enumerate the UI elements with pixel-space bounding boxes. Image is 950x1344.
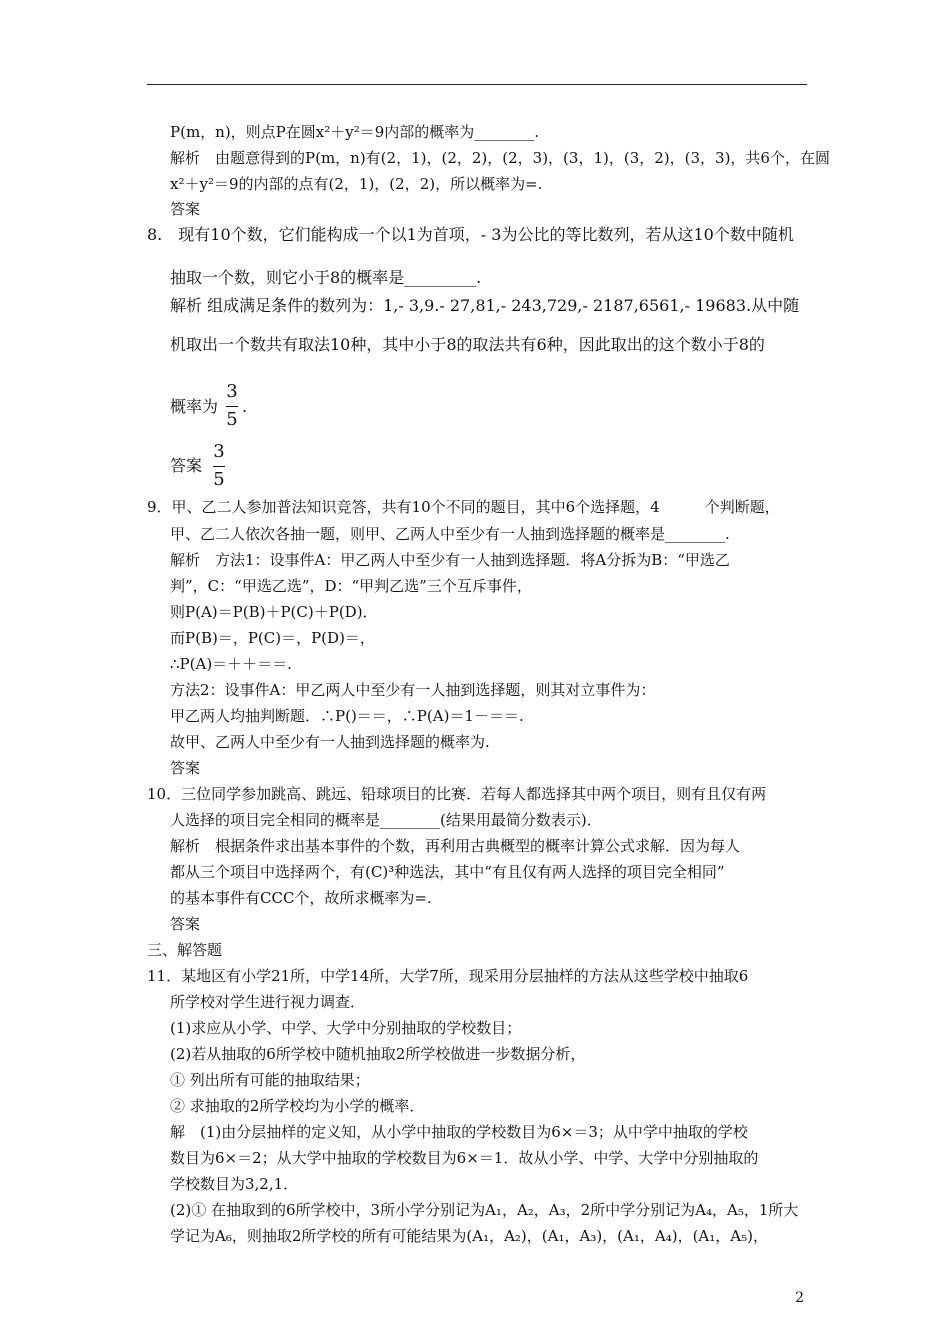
text-line: 答案 (170, 759, 201, 777)
text-line: ① 列出所有可能的抽取结果； (170, 1071, 370, 1089)
answer-label: 答案 (170, 456, 203, 475)
text-line: 机取出一个数共有取法10种，其中小于8的取法共有6种，因此取出的这个数小于8的 (170, 335, 765, 354)
text-line: P(m，n)，则点P在圆x²＋y²＝9内部的概率为________. (170, 123, 540, 141)
text-line: ② 求抽取的2所学校均为小学的概率． (170, 1097, 425, 1115)
text-line: 而P(B)＝，P(C)＝，P(D)＝， (170, 629, 375, 647)
text-line: 答案 (170, 915, 201, 933)
text-line: 11．某地区有小学21所，中学14所，大学7所，现采用分层抽样的方法从这些学校中抽取6 (147, 967, 749, 985)
text-line: x²＋y²＝9的内部的点有(2，1)，(2，2)，所以概率为=. (170, 175, 543, 193)
text-line: 学校数目为3,2,1． (170, 1175, 299, 1193)
text-line: 解析 由题意得到的P(m，n)有(2，1)，(2，2)，(2，3)，(3，1)，(3，2)，(3，3)，共6个，在圆 (170, 149, 830, 167)
fraction-bar (226, 406, 238, 407)
fraction-denominator: 5 (226, 409, 238, 430)
text-line: 所学校对学生进行视力调查． (170, 993, 366, 1011)
text-line: 人选择的项目完全相同的概率是________(结果用最简分数表示)． (170, 811, 602, 829)
text-line: 学记为A₆，则抽取2所学校的所有可能结果为(A₁，A₂)，(A₁，A₃)，(A₁，A₄)，(A₁，A₅)， (170, 1227, 768, 1245)
probability-label: 概率为 (170, 397, 219, 416)
text-line: 9．甲、乙二人参加普法知识竞答，共有10个不同的题目，其中6个选择题，4 个判断题， (147, 498, 780, 516)
text-line: 8. 现有10个数，它们能构成一个以1为首项，- 3为公比的等比数列，若从这10个数中随机 (147, 225, 794, 244)
text-line: 10．三位同学参加跳高、跳远、铅球项目的比赛．若每人都选择其中两个项目，则有且仅有两 (147, 785, 767, 803)
text-line: (2)① 在抽取到的6所学校中，3所小学分别记为A₁，A₂，A₃，2所中学分别记为A₄，A₅，1所大 (170, 1201, 799, 1219)
page-number: 2 (795, 1290, 804, 1306)
text-line: 解析 组成满足条件的数列为：1,- 3,9.- 27,81,- 243,729,- 2187,6561,- 19683.从中随 (170, 296, 800, 315)
text-line: 则P(A)＝P(B)＋P(C)＋P(D)． (170, 603, 378, 621)
answer-fraction-bar (213, 466, 225, 467)
text-line: 解析 根据条件求出基本事件的个数，再利用古典概型的概率计算公式求解．因为每人 (170, 837, 741, 855)
text-line: 方法2：设事件A：甲乙两人中至少有一人抽到选择题，则其对立事件为： (170, 681, 656, 699)
period: . (242, 397, 248, 416)
text-line: 判”，C：“甲选乙选”，D：“甲判乙选”三个互斥事件， (170, 577, 532, 595)
answer-denominator: 5 (213, 469, 225, 490)
text-line: 答案 (170, 200, 201, 218)
text-line: 的基本事件有CCC个，故所求概率为=. (170, 889, 432, 907)
text-line: 甲乙两人均抽判断题．∴P()＝＝，∴P(A)＝1－＝＝. (170, 707, 524, 725)
text-line: 甲、乙二人依次各抽一题，则甲、乙两人中至少有一人抽到选择题的概率是________. (170, 525, 730, 543)
text-line: 故甲、乙两人中至少有一人抽到选择题的概率为. (170, 733, 490, 751)
fraction-numerator: 3 (226, 381, 238, 402)
answer-numerator: 3 (213, 441, 225, 462)
text-line: ∴P(A)＝＋＋＝＝. (170, 655, 292, 673)
text-line: 都从三个项目中选择两个，有(C)³种选法，其中“有且仅有两人选择的项目完全相同” (170, 863, 725, 881)
text-line: 解 (1)由分层抽样的定义知，从小学中抽取的学校数目为6×＝3；从中学中抽取的学校 (170, 1123, 748, 1141)
text-line: 抽取一个数，则它小于8的概率是_________. (170, 268, 482, 287)
text-line: 解析 方法1：设事件A：甲乙两人中至少有一人抽到选择题．将A分拆为B：“甲选乙 (170, 551, 730, 569)
text-line: 三、解答题 (147, 941, 223, 959)
text-line: 数目为6×＝2；从大学中抽取的学校数目为6×＝1．故从小学、中学、大学中分别抽取的 (170, 1149, 759, 1167)
text-line: (2)若从抽取的6所学校中随机抽取2所学校做进一步数据分析， (170, 1045, 586, 1063)
text-line: (1)求应从小学、中学、大学中分别抽取的学校数目； (170, 1019, 522, 1037)
header-rule (147, 84, 807, 85)
